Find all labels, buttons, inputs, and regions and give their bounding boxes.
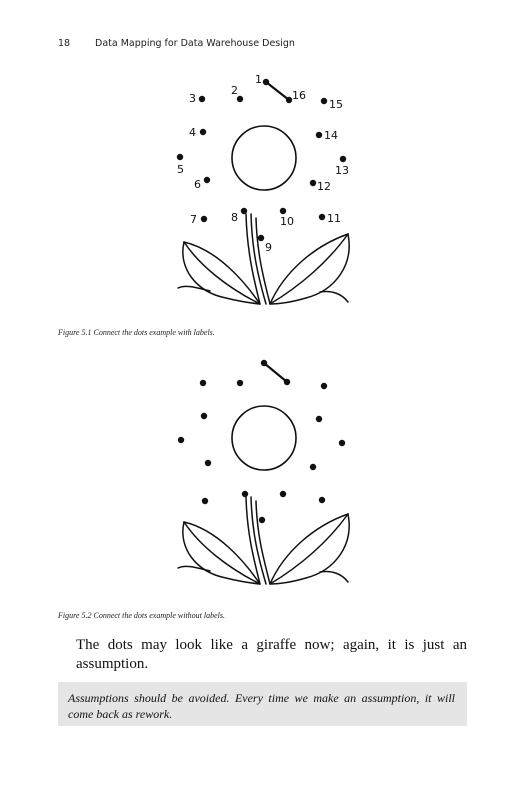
- stem-line: [246, 497, 260, 584]
- body-paragraph: [76, 636, 467, 674]
- dot-10: [280, 208, 286, 214]
- stem-line: [251, 214, 266, 304]
- running-title: Data Mapping for Data Warehouse Design: [95, 38, 295, 49]
- body-line: The dots may look like a giraffe now; again, it is just an: [76, 637, 467, 653]
- connected-segment: [266, 82, 289, 100]
- dot: [280, 491, 286, 497]
- dot-label: 10: [280, 215, 294, 228]
- dot-label: 11: [327, 212, 341, 225]
- left-leaf-tip: [178, 566, 210, 571]
- figure-connect-dots-unlabeled: [150, 352, 380, 604]
- dot: [200, 380, 206, 386]
- callout-text: Assumptions should be avoided. Every time we make an assumption, it will come back as rework.: [68, 691, 455, 721]
- dot-group: [177, 79, 346, 241]
- dot: [321, 383, 327, 389]
- dot-label: 2: [231, 84, 238, 97]
- dot: [339, 440, 345, 446]
- dot-label: 3: [189, 92, 196, 105]
- dot: [178, 437, 184, 443]
- right-leaf-tip: [320, 571, 348, 582]
- dot-label: 12: [317, 180, 331, 193]
- dot: [261, 360, 267, 366]
- dot-label: 9: [265, 241, 272, 254]
- dot-label: 14: [324, 129, 338, 142]
- dot-label: 4: [189, 126, 196, 139]
- connected-segment: [264, 363, 287, 382]
- dot: [319, 497, 325, 503]
- dot-1: [263, 79, 269, 85]
- dot: [242, 491, 248, 497]
- dot-13: [340, 156, 346, 162]
- dot-14: [316, 132, 322, 138]
- connect-dots-flower-unlabeled: [150, 352, 380, 604]
- dot: [316, 416, 322, 422]
- dot-label: 7: [190, 213, 197, 226]
- dot: [202, 498, 208, 504]
- dot-label: 13: [335, 164, 349, 177]
- dot: [310, 464, 316, 470]
- dot: [205, 460, 211, 466]
- dot: [284, 379, 290, 385]
- dot: [201, 413, 207, 419]
- dot-label: 16: [292, 89, 306, 102]
- stem-line: [246, 214, 260, 304]
- flower-center-circle: [232, 126, 296, 190]
- callout-box: [58, 682, 467, 726]
- dot-8: [241, 208, 247, 214]
- dot-3: [199, 96, 205, 102]
- dot-group: [178, 360, 345, 523]
- dot-label: 15: [329, 98, 343, 111]
- left-leaf-tip: [178, 286, 210, 291]
- dot-label: 5: [177, 163, 184, 176]
- stem-and-leaves: [178, 214, 349, 304]
- dot-12: [310, 180, 316, 186]
- right-leaf-tip: [320, 291, 348, 302]
- dot-4: [200, 129, 206, 135]
- dot-label: 1: [255, 73, 262, 86]
- figure-connect-dots-labeled: [150, 62, 380, 324]
- dot-label: 8: [231, 211, 238, 224]
- dot-label: 6: [194, 178, 201, 191]
- dot-5: [177, 154, 183, 160]
- page-header: [58, 38, 478, 49]
- stem-line: [251, 497, 266, 584]
- body-line: assumption.: [76, 656, 149, 672]
- figure-caption: Figure 5.1 Connect the dots example with labels.: [58, 328, 215, 337]
- dot-6: [204, 177, 210, 183]
- figure-caption: Figure 5.2 Connect the dots example without labels.: [58, 611, 226, 620]
- stem-and-leaves: [178, 497, 349, 584]
- dot-9: [258, 235, 264, 241]
- dot-7: [201, 216, 207, 222]
- dot: [237, 380, 243, 386]
- dot-15: [321, 98, 327, 104]
- page-number: 18: [58, 38, 71, 49]
- dot-11: [319, 214, 325, 220]
- connect-dots-flower-labeled: [150, 62, 380, 324]
- flower-center-circle: [232, 406, 296, 470]
- dot: [259, 517, 265, 523]
